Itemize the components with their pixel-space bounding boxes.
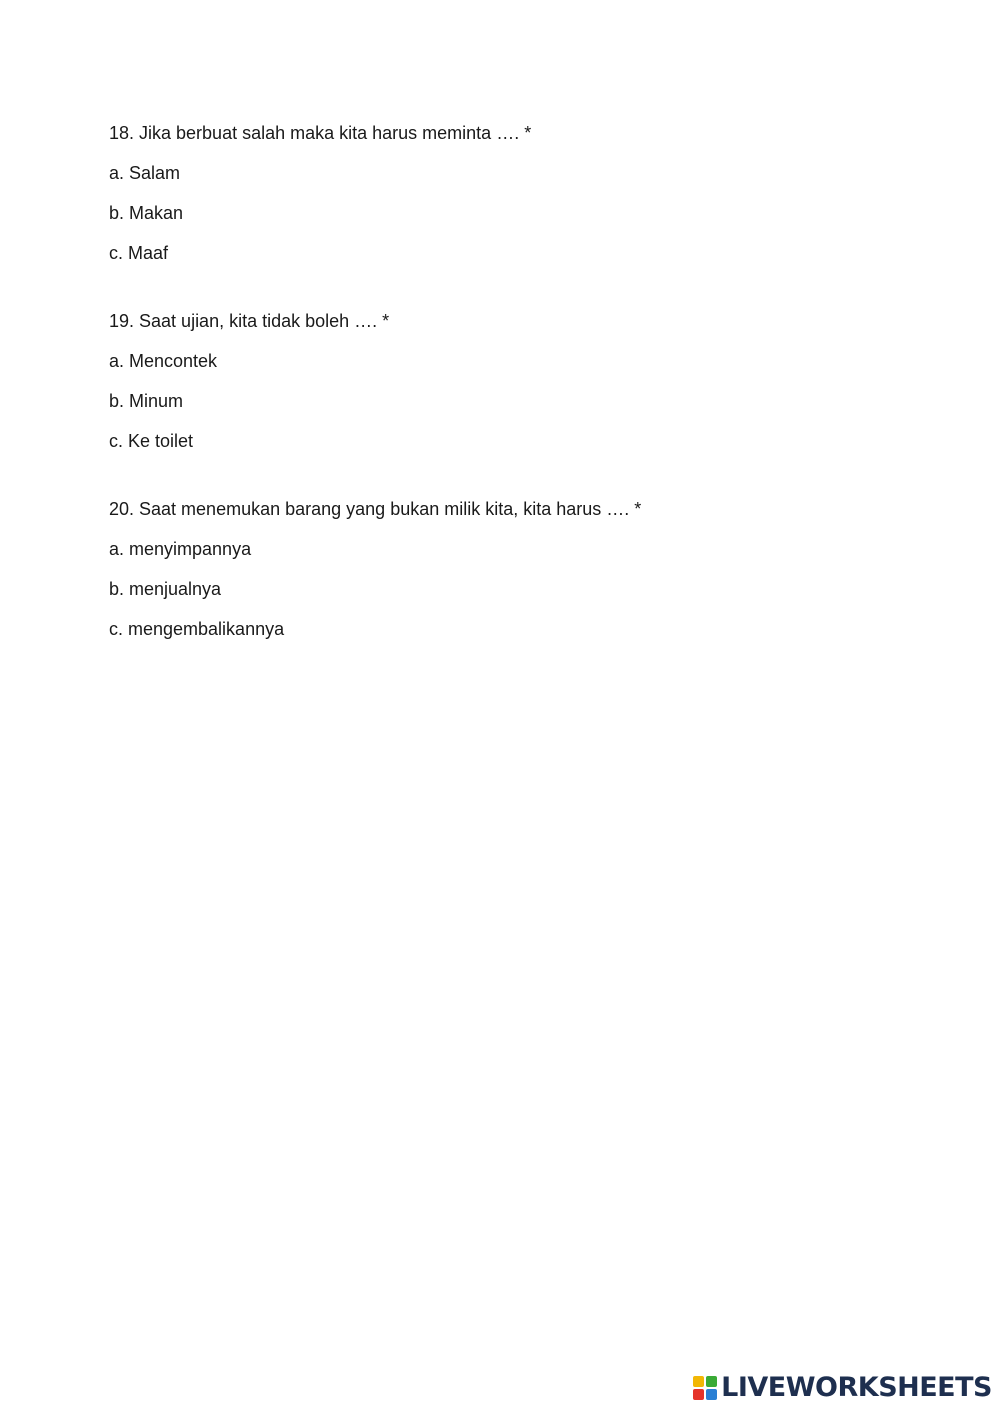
- watermark-text: LIVEWORKSHEETS: [721, 1372, 992, 1403]
- answer-option: a. Salam: [109, 163, 181, 183]
- answer-option: c. Maaf: [109, 243, 169, 263]
- answer-option: a. menyimpannya: [109, 539, 252, 559]
- answer-option: b. menjualnya: [109, 579, 222, 599]
- question-prompt: 19. Saat ujian, kita tidak boleh …. *: [109, 311, 390, 331]
- question-20: [109, 495, 929, 643]
- liveworksheets-logo-icon: [693, 1376, 717, 1400]
- answer-option: b. Minum: [109, 391, 184, 411]
- answer-option: c. Ke toilet: [109, 431, 194, 451]
- answer-option: b. Makan: [109, 203, 184, 223]
- question-prompt: 18. Jika berbuat salah maka kita harus meminta …. *: [109, 123, 532, 143]
- liveworksheets-watermark: [693, 1373, 992, 1403]
- question-18: [109, 119, 929, 267]
- question-prompt: 20. Saat menemukan barang yang bukan milik kita, kita harus …. *: [109, 499, 642, 519]
- answer-option: c. mengembalikannya: [109, 619, 285, 639]
- answer-option: a. Mencontek: [109, 351, 218, 371]
- quiz-list: [109, 119, 929, 683]
- question-19: [109, 307, 929, 455]
